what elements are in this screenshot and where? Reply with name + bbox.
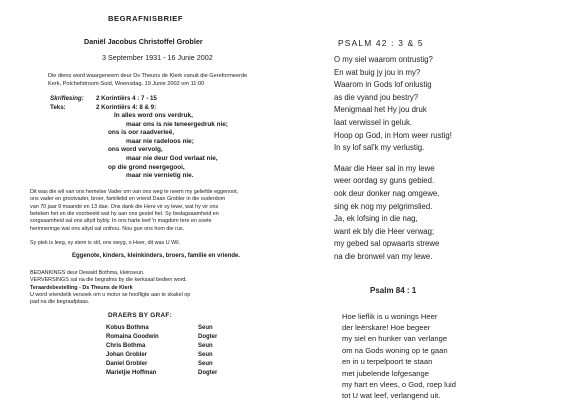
note-line: VERVERSINGS sal na die begrafnis by die kerksaal bedien word. [30,277,187,284]
psalm-line: der leërskare! Hoe begeer [342,322,431,332]
tribute-line: van 70 jaar 9 maande en 13 dae. Ons dank die Here vir sy lewe, wat hy vir ons [30,203,219,210]
psalm-42-stanza-1 [334,54,566,155]
right-column [334,38,566,402]
verse-line: maar nie vernietig nie. [126,172,194,180]
tribute-line: beteken het en die voorbeeld wat hy aan ons gestel het. Sy bedagsaamheid en [30,210,219,217]
bearers-title: DRAERS BY GRAF: [108,312,173,320]
tribute-paragraph [30,189,300,233]
verse-line: maar nie deur God verlaat nie, [126,154,218,162]
psalm-line: Ja, ek lofsing in die nag, [334,214,418,224]
psalm-line: na die bronwel van my lewe. [334,251,433,261]
psalm-line: Hoop op God, in Hom weer rustig! [334,130,452,140]
note-line: U word vriendelik versoek om u motor se hoofligte aan te skakel op [30,291,191,298]
reading-row [50,104,312,113]
service-notes [30,270,286,306]
reading-row [50,95,312,104]
note-line: Teraardebestelling - Ds Theuns de Klerk [30,284,133,291]
psalm-line: met jubelende lofgesange [342,368,429,378]
bearer-role: Seun [198,361,213,368]
psalm-line: O my siel waarom ontrustig? [334,55,433,64]
deceased-name: Daniël Jacobus Christoffel Grobler [84,37,203,46]
bearer-row [106,360,312,369]
psalm-line: my gebed sal opwaarts strewe [334,239,440,249]
psalm-line: om na Gods woning op te gaan [342,345,448,355]
life-dates: 3 September 1931 - 16 Junie 2002 [102,53,213,62]
bearer-row [106,351,312,360]
tribute-line: sorgsaamheid sal ons altyd bybly. In ons harte leef 'n magdom tere en soete [30,218,212,225]
psalm-line: my hart en vlees, o God, roep luid [342,379,456,389]
psalm-line: sing ek nog my pelgrimslied. [334,201,433,211]
psalm-42-heading: PSALM 42 : 3 & 5 [338,38,424,48]
readings [50,95,312,112]
reading-label: Skriflesing: [50,95,84,102]
letter-heading: BEGRAFNISBRIEF [108,14,184,23]
family-line: Eggenote, kinders, kleinkinders, broers, familie en vriende. [72,253,241,260]
tribute-line: Dit was die wil van ons hemelse Vader om van ons weg te neem my geliefde eggenoot, [30,188,239,195]
bearer-role: Seun [198,325,213,332]
bearer-name: Johan Grobler [106,352,148,359]
tribute-line: herinneringe wat ons altyd sal onthou. Nou gun ons hom die rus. [30,225,185,232]
bearer-role: Seun [198,352,213,359]
bearers-list [106,324,312,378]
verse-line: ons word vervolg, [108,146,163,154]
bearer-name: Kobus Bothma [106,325,149,332]
psalm-line: Maar die Heer sal in my lewe [334,163,435,173]
psalm-line: En wat buig jy jou in my? [334,67,421,77]
psalm-line: ook deur donker nag omgewe, [334,188,440,198]
bearer-row [106,324,312,333]
left-column [30,14,312,378]
bearer-row [106,342,312,351]
bearer-role: Dogter [198,334,218,341]
bearer-name: Romaina Goodwin [106,334,159,341]
reading-value: 2 Korintiërs 4: 8 & 9: [96,103,157,111]
bearer-row [106,333,312,342]
bearer-row [106,369,312,378]
psalm-line: my siel en hunker van verlange [342,334,448,344]
psalm-line: Waarom in Gods lof onlustig [334,80,432,90]
tribute-line: ons vader en grootvader, broer, familielid en vriend Daan Grobler in die ouderdom [30,196,226,203]
psalm-84-stanza [342,311,566,402]
service-line: Die diens word waargeneem deur Ds Theuns de Klerk vanuit die Gereformeerde [48,73,248,79]
service-info [48,72,298,88]
service-line: Kerk, Potchefstroom-Suid, Woensdag, 19 Junie 2002 om 11:00 [48,81,205,87]
note-line: pad na die begraafplaas. [30,299,90,305]
psalm-line: laat verwissel in geluk. [334,117,413,127]
verse-line: In alles word ons verdruk, [114,112,193,119]
verse-line: maar ons is nie teneergedruk nie; [126,120,228,128]
reading-value: 2 Korintiërs 4 : 7 - 15 [96,95,157,102]
psalm-line: In sy lof sal'k my verlustig. [334,143,425,153]
psalm-line: en in u terpelpoort te staan [342,357,433,367]
note-line: BEDANKINGS deur Dewald Bothma, kleinseun. [30,270,145,277]
psalm-line: want ek bly die Heer verwag; [334,226,435,236]
psalm-line: Hoe lieflik is u wonings Heer [342,311,438,321]
verse-line: op die grond neergegooi, [108,163,185,171]
bearer-name: Daniel Grobler [106,361,148,368]
bearer-role: Dogter [198,370,218,377]
psalm-84-heading: Psalm 84 : 1 [370,285,417,295]
verse-line: ons is oor raadverleë, [108,129,175,137]
psalm-line: Menigmaal het Hy jou druk [334,105,427,115]
verse-line: maar nie radeloos nie; [126,137,194,145]
reading-label: Teks: [50,103,66,111]
psalm-line: weer oordag sy guns gebied. [334,176,435,186]
psalm-line: tot U wat leef, verlangend uit. [342,391,441,401]
bearer-role: Seun [198,343,213,350]
bearer-name: Chris Bothma [106,343,146,350]
memorial-line: Sy plek is leeg, sy stem is stil, ons weyg, o Heer, dit was U Wil. [30,240,181,247]
psalm-42-stanza-2 [334,163,566,264]
text-verse [108,112,312,181]
bearer-name: Marietjie Hoffman [106,370,157,377]
psalm-line: as die vyand jou bestry? [334,92,419,102]
